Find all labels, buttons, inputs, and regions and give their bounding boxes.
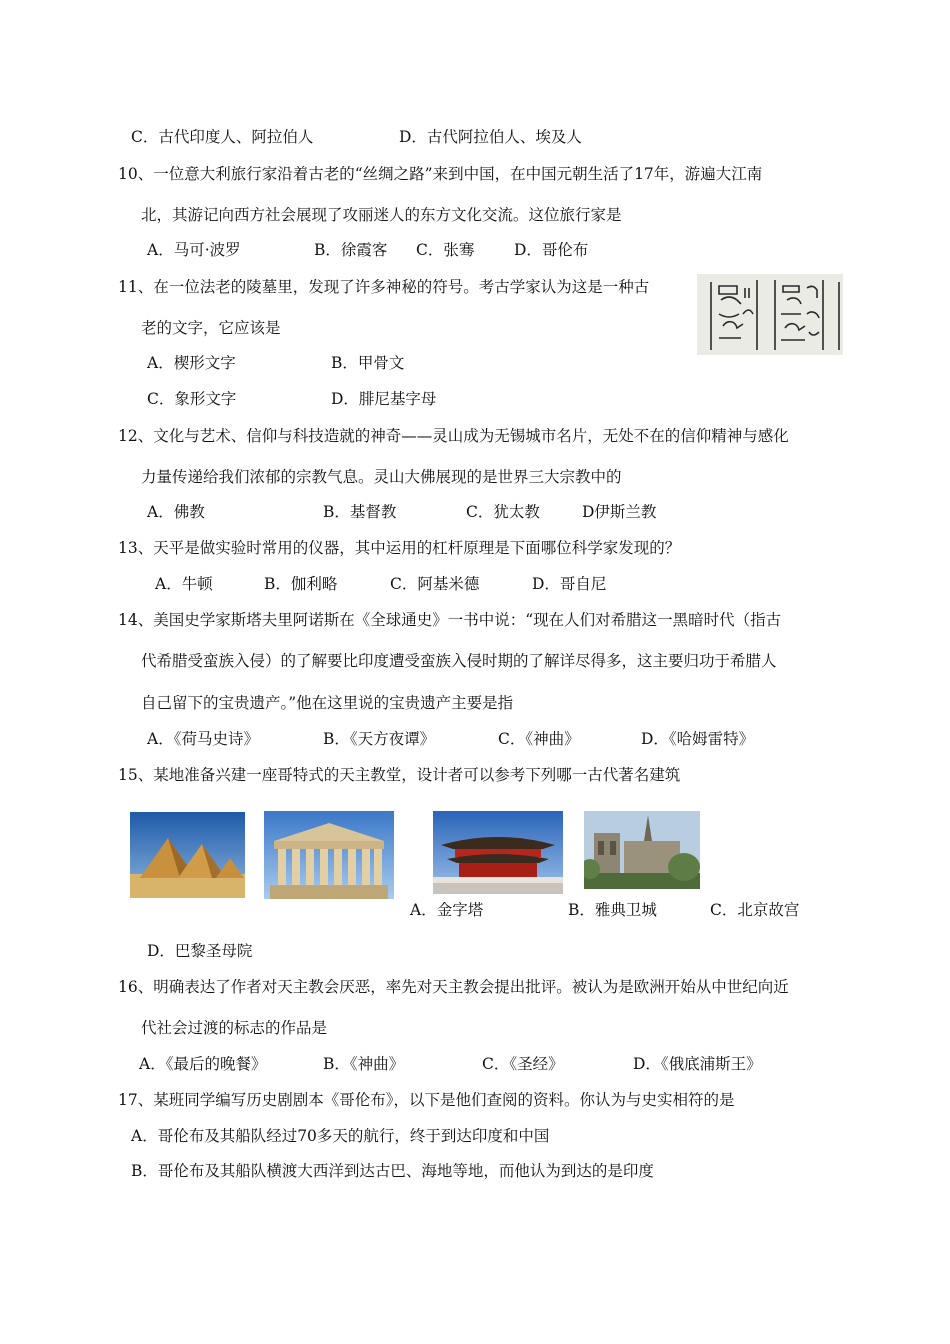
- q10-option-d: D．哥伦布: [514, 241, 589, 259]
- q11-option-d: D．腓尼基字母: [331, 390, 437, 408]
- q10-stem-line2: 北，其游记向西方社会展现了攻丽迷人的东方文化交流。这位旅行家是: [141, 206, 622, 224]
- q11-option-b: B．甲骨文: [331, 354, 405, 372]
- q13-option-d: D．哥自尼: [532, 575, 607, 593]
- q15-option-a: A．金字塔: [410, 901, 484, 919]
- q9-option-c: C．古代印度人、阿拉伯人: [131, 128, 314, 146]
- q14-stem-line1: 14、美国史学家斯塔夫里阿诺斯在《全球通史》一书中说：“现在人们对希腊这一黑暗时代（指古: [118, 611, 782, 629]
- q16-option-d: D．《俄底浦斯王》: [633, 1055, 762, 1073]
- q14-stem-line2: 代希腊受蛮族入侵）的了解要比印度遭受蛮族入侵时期的了解详尽得多，这主要归功于希腊人: [141, 652, 777, 670]
- q13-option-c: C．阿基米德: [390, 575, 480, 593]
- q12-option-a: A．佛教: [147, 503, 205, 521]
- q13-option-b: B．伽利略: [264, 575, 338, 593]
- notre-dame-image: [584, 811, 700, 889]
- q10-stem-line1: 10、一位意大利旅行家沿着古老的“丝绸之路”来到中国，在中国元朝生活了17年，游遍大江南: [118, 165, 763, 183]
- q12-stem-line2: 力量传递给我们浓郁的宗教气息。灵山大佛展现的是世界三大宗教中的: [141, 468, 622, 486]
- q14-option-b: B．《天方夜谭》: [323, 730, 436, 748]
- q14-stem-line3: 自己留下的宝贵遗产。”他在这里说的宝贵遗产主要是指: [141, 694, 514, 712]
- q16-stem-line1: 16、明确表达了作者对天主教会厌恶，率先对天主教会提出批评。被认为是欧洲开始从中世纪向近: [118, 978, 789, 996]
- forbidden-city-image: [433, 811, 563, 894]
- hieroglyph-image: [697, 274, 843, 355]
- q13-stem-line1: 13、天平是做实验时常用的仪器，其中运用的杠杆原理是下面哪位科学家发现的？: [118, 539, 681, 557]
- q10-option-c: C．张骞: [416, 241, 475, 259]
- parthenon-image: [264, 811, 394, 899]
- q11-option-c: C．象形文字: [147, 390, 237, 408]
- pyramid-image: [130, 812, 245, 898]
- q16-option-c: C．《圣经》: [482, 1055, 564, 1073]
- q14-option-d: D．《哈姆雷特》: [641, 730, 755, 748]
- q11-option-a: A．楔形文字: [147, 354, 236, 372]
- q15-stem-line1: 15、某地准备兴建一座哥特式的天主教堂，设计者可以参考下列哪一古代著名建筑: [118, 766, 681, 784]
- q10-option-b: B．徐霞客: [314, 241, 388, 259]
- q10-option-a: A．马可·波罗: [147, 241, 241, 259]
- q12-stem-line1: 12、文化与艺术、信仰与科技造就的神奇——灵山成为无锡城市名片，无处不在的信仰精神与感化: [118, 427, 789, 445]
- q16-option-b: B．《神曲》: [323, 1055, 405, 1073]
- q16-option-a: A．《最后的晚餐》: [139, 1055, 267, 1073]
- q17-option-b: B．哥伦布及其船队横渡大西洋到达古巴、海地等地，而他认为到达的是印度: [131, 1162, 654, 1180]
- q15-option-d: D．巴黎圣母院: [147, 942, 253, 960]
- q12-option-c: C．犹太教: [466, 503, 540, 521]
- q13-option-a: A．牛顿: [155, 575, 213, 593]
- q14-option-a: A．《荷马史诗》: [147, 730, 259, 748]
- q17-stem-line1: 17、某班同学编写历史剧剧本《哥伦布》，以下是他们查阅的资料。你认为与史实相符的是: [118, 1091, 735, 1109]
- q17-option-a: A．哥伦布及其船队经过70多天的航行，终于到达印度和中国: [131, 1127, 550, 1145]
- q14-option-c: C．《神曲》: [498, 730, 580, 748]
- q11-stem-line1: 11、在一位法老的陵墓里，发现了许多神秘的符号。考古学家认为这是一种古: [118, 278, 650, 296]
- q16-stem-line2: 代社会过渡的标志的作品是: [141, 1019, 328, 1037]
- q15-option-b: B．雅典卫城: [568, 901, 657, 919]
- q12-option-d: D伊斯兰教: [582, 503, 657, 521]
- q15-option-c: C．北京故宫: [710, 901, 800, 919]
- q9-option-d: D．古代阿拉伯人、埃及人: [399, 128, 582, 146]
- q12-option-b: B．基督教: [323, 503, 397, 521]
- q11-stem-line2: 老的文字，它应该是: [141, 319, 281, 337]
